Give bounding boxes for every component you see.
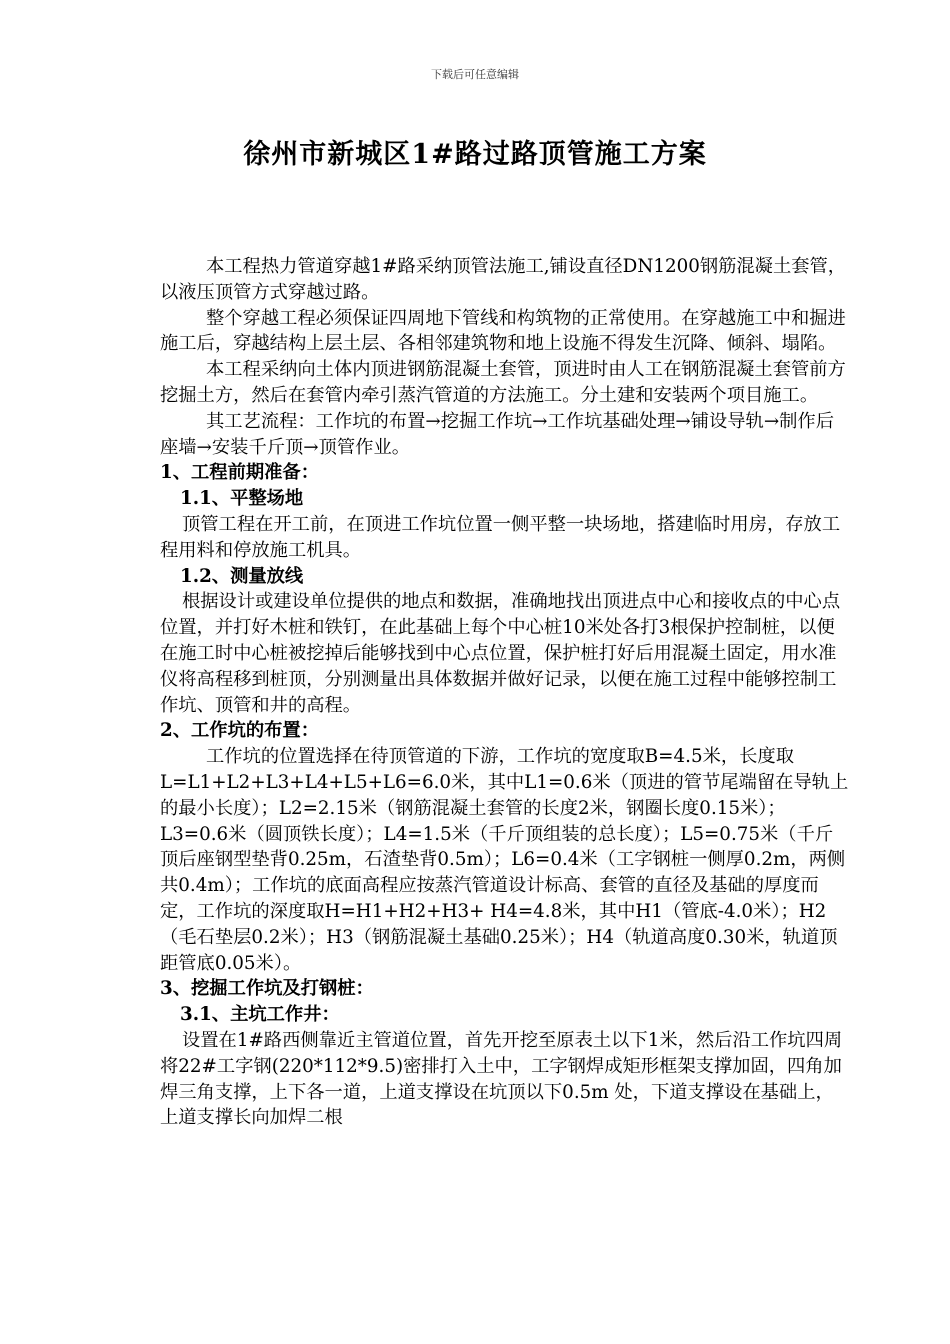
paragraph: 根据设计或建设单位提供的地点和数据，准确地找出顶进点中心和接收点的中心点位置，并打好木桩和铁钉，在此基础上每个中心桩10米处各打3根保护控制桩，以便在施工时中心桩被挖掉后能够找到中心点位置，保护桩打好后用混凝土固定，用水准仪将高程移到桩顶，分别测量出具体数据并做好记录，以便在施工过程中能够控制工作坑、顶管和井的高程。: [160, 591, 841, 716]
subsection-heading: 1.2、测量放线: [180, 565, 304, 587]
paragraph: 工作坑的位置选择在待顶管道的下游，工作坑的宽度取B=4.5米，长度取L=L1+L2+L3+L4+L5+L6=6.0米，其中L1=0.6米（顶进的管节尾端留在导轨上的最小长度）；L2=2.15米（钢筋混凝土套管的长度2米，钢圈长度0.15米）；L3=0.6米（圆顶铁长度）；L4=1.5米（千斤顶组装的总长度）；L5=0.75米（千斤顶后座钢型垫背0.25m，石渣垫背0.5m）；L6=0.4米（工字钢桩一侧厚0.2m，两侧共0.4m）；工作坑的底面高程应按蒸汽管道设计标高、套管的直径及基础的厚度而定，工作坑的深度取H=H1+H2+H3+ H4=4.8米，其中H1（管底-4.0米）；H2（毛石垫层0.2米）；H3（钢筋混凝土基础0.25米）；H4（轨道高度0.30米，轨道顶距管底0.05米）。: [160, 746, 849, 974]
paragraph: 本工程采纳向土体内顶进钢筋混凝土套管，顶进时由人工在钢筋混凝土套管前方挖掘土方，然后在套管内牵引蒸汽管道的方法施工。分土建和安装两个项目施工。: [160, 359, 846, 406]
paragraph: 设置在1#路西侧靠近主管道位置，首先开挖至原表土以下1米，然后沿工作坑四周将22#工字钢(220*112*9.5)密排打入土中，工字钢焊成矩形框架支撑加固，四角加焊三角支撑，上下各一道，上道支撑设在坑顶以下0.5m 处，下道支撑设在基础上，上道支撑长向加焊二根: [160, 1029, 843, 1129]
header-note: 下载后可任意编辑: [431, 68, 519, 81]
paragraph: 本工程热力管道穿越1#路采纳顶管法施工,铺设直径DN1200钢筋混凝土套管，以液压顶管方式穿越过路。: [160, 256, 847, 303]
subsection-heading: 1.1、平整场地: [180, 488, 304, 510]
section-heading: 1、工程前期准备：: [160, 462, 319, 484]
subsection-heading: 3.1、主坑工作井：: [180, 1004, 340, 1026]
paragraph: 其工艺流程：工作坑的布置→挖掘工作坑→工作坑基础处理→铺设导轨→制作后座墙→安装千斤顶→顶管作业。: [160, 410, 834, 458]
section-heading: 2、工作坑的布置：: [160, 720, 319, 742]
document-body: [160, 254, 850, 1131]
section-heading: 3、挖掘工作坑及打钢桩：: [160, 978, 374, 1000]
paragraph: 整个穿越工程必须保证四周地下管线和构筑物的正常使用。在穿越施工中和掘进施工后，穿越结构上层土层、各相邻建筑物和地上设施不得发生沉降、倾斜、塌陷。: [160, 307, 846, 355]
paragraph: 顶管工程在开工前，在顶进工作坑位置一侧平整一块场地，搭建临时用房，存放工程用料和停放施工机具。: [160, 513, 841, 561]
document-title: 徐州市新城区1#路过路顶管施工方案: [243, 139, 707, 170]
